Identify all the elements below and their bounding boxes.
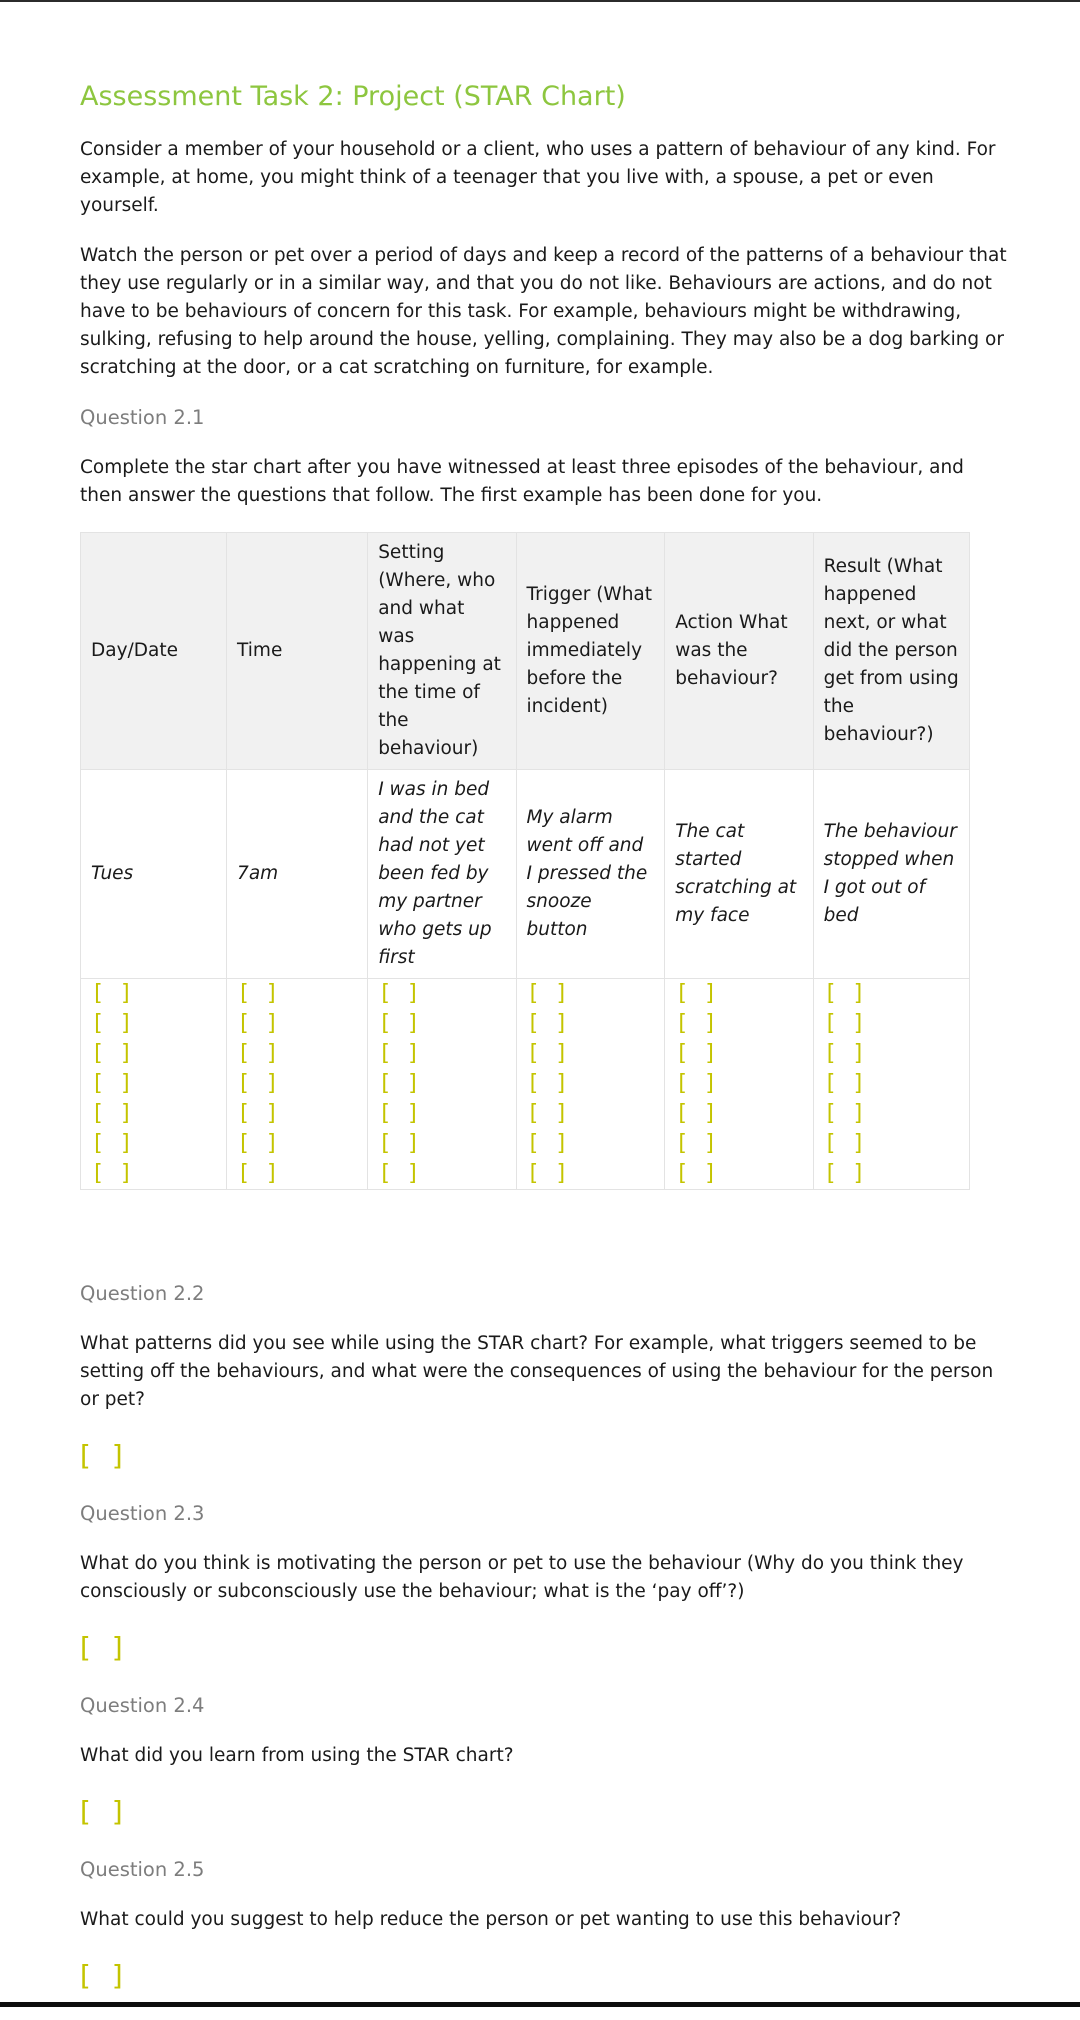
setting-field-2[interactable]: [ ] xyxy=(378,1011,421,1036)
trigger-field-7[interactable]: [ ] xyxy=(526,1161,570,1186)
result-field-7[interactable]: [ ] xyxy=(823,1161,867,1186)
action-field-7[interactable]: [ ] xyxy=(675,1161,718,1186)
header-action: Action What was the behaviour? xyxy=(665,533,813,770)
day-date-field-6[interactable]: [ ] xyxy=(91,1131,134,1156)
setting-entry-cell xyxy=(368,979,516,1190)
question-2-1-heading: Question 2.1 xyxy=(80,406,205,429)
header-result: Result (What happened next, or what did the person get from using the behaviour?) xyxy=(813,533,969,770)
question-2-2-heading: Question 2.2 xyxy=(80,1282,205,1305)
time-field-3[interactable]: [ ] xyxy=(237,1041,280,1066)
action-field-3[interactable]: [ ] xyxy=(675,1041,718,1066)
example-day-date: Tues xyxy=(81,770,227,979)
result-entry-cell xyxy=(813,979,969,1190)
header-trigger: Trigger (What happened immediately before the incident) xyxy=(516,533,665,770)
question-2-4-heading: Question 2.4 xyxy=(80,1694,205,1717)
setting-field-4[interactable]: [ ] xyxy=(378,1071,421,1096)
question-2-3-heading: Question 2.3 xyxy=(80,1502,205,1525)
setting-field-5[interactable]: [ ] xyxy=(378,1101,421,1126)
action-field-5[interactable]: [ ] xyxy=(675,1101,718,1126)
day-date-field-1[interactable]: [ ] xyxy=(91,981,134,1006)
example-action: The cat started scratching at my face xyxy=(665,770,813,979)
question-2-4-answer-field[interactable]: [ ] xyxy=(76,1795,127,1828)
intro-paragraph-1: Consider a member of your household or a client, who uses a pattern of behaviour of any kind. For example, at home, you might think of a teenager that you live with, a spouse, a pet or even yourself. xyxy=(80,139,996,216)
result-field-4[interactable]: [ ] xyxy=(823,1071,867,1096)
bottom-rule xyxy=(0,2002,1080,2007)
question-2-3-text: What do you think is motivating the person or pet to use the behaviour (Why do you think they consciously or subconsciously use the behaviour; what is the ‘pay off’?) xyxy=(80,1553,964,1602)
question-2-1-text: Complete the star chart after you have witnessed at least three episodes of the behaviour, and then answer the questions that follow. The first example has been done for you. xyxy=(80,457,964,506)
time-field-2[interactable]: [ ] xyxy=(237,1011,280,1036)
day-date-field-3[interactable]: [ ] xyxy=(91,1041,134,1066)
trigger-field-5[interactable]: [ ] xyxy=(526,1101,570,1126)
question-2-5-heading: Question 2.5 xyxy=(80,1858,205,1881)
day-date-field-2[interactable]: [ ] xyxy=(91,1011,134,1036)
question-2-5-answer-field[interactable]: [ ] xyxy=(76,1959,127,1992)
time-field-4[interactable]: [ ] xyxy=(237,1071,280,1096)
time-field-1[interactable]: [ ] xyxy=(237,981,280,1006)
action-entry-cell xyxy=(665,979,813,1190)
result-field-3[interactable]: [ ] xyxy=(823,1041,867,1066)
document-title: Assessment Task 2: Project (STAR Chart) xyxy=(80,81,626,112)
action-field-1[interactable]: [ ] xyxy=(675,981,718,1006)
question-2-5-text: What could you suggest to help reduce the person or pet wanting to use this behaviour? xyxy=(80,1909,902,1930)
example-trigger: My alarm went off and I pressed the snooze button xyxy=(516,770,665,979)
trigger-field-6[interactable]: [ ] xyxy=(526,1131,570,1156)
action-field-2[interactable]: [ ] xyxy=(675,1011,718,1036)
setting-field-6[interactable]: [ ] xyxy=(378,1131,421,1156)
star-chart-table xyxy=(80,532,970,1190)
result-field-2[interactable]: [ ] xyxy=(823,1011,867,1036)
top-rule xyxy=(0,0,1080,2)
result-field-6[interactable]: [ ] xyxy=(823,1131,867,1156)
time-field-6[interactable]: [ ] xyxy=(237,1131,280,1156)
example-result: The behaviour stopped when I got out of bed xyxy=(813,770,969,979)
example-row xyxy=(81,770,970,979)
setting-field-1[interactable]: [ ] xyxy=(378,981,421,1006)
example-setting: I was in bed and the cat had not yet been fed by my partner who gets up first xyxy=(368,770,516,979)
day-date-field-4[interactable]: [ ] xyxy=(91,1071,134,1096)
trigger-field-4[interactable]: [ ] xyxy=(526,1071,570,1096)
day-date-field-7[interactable]: [ ] xyxy=(91,1161,134,1186)
intro-paragraph-2: Watch the person or pet over a period of days and keep a record of the patterns of a behaviour that they use regularly or in a similar way, and that you do not like. Behaviours are actions, and do not have to be behaviours of concern for this task. For example, behaviours might be withdrawing, sulking, refusing to help around the house, yelling, complaining. They may also be a dog barking or scratching at the door, or a cat scratching on furniture, for example. xyxy=(80,245,1007,378)
result-field-5[interactable]: [ ] xyxy=(823,1101,867,1126)
day-date-entry-cell xyxy=(81,979,227,1190)
document-page xyxy=(76,78,1010,2020)
action-field-6[interactable]: [ ] xyxy=(675,1131,718,1156)
time-field-7[interactable]: [ ] xyxy=(237,1161,280,1186)
trigger-field-3[interactable]: [ ] xyxy=(526,1041,570,1066)
day-date-field-5[interactable]: [ ] xyxy=(91,1101,134,1126)
question-2-2-text: What patterns did you see while using the STAR chart? For example, what triggers seemed to be setting off the behaviours, and what were the consequences of using the behaviour for the person or pet? xyxy=(80,1333,994,1410)
header-time: Time xyxy=(227,533,368,770)
question-2-3-answer-field[interactable]: [ ] xyxy=(76,1631,127,1664)
result-field-1[interactable]: [ ] xyxy=(823,981,867,1006)
setting-field-3[interactable]: [ ] xyxy=(378,1041,421,1066)
star-chart-header-row xyxy=(81,533,970,770)
time-field-5[interactable]: [ ] xyxy=(237,1101,280,1126)
question-2-4-text: What did you learn from using the STAR chart? xyxy=(80,1745,514,1766)
setting-field-7[interactable]: [ ] xyxy=(378,1161,421,1186)
question-2-2-answer-field[interactable]: [ ] xyxy=(76,1439,127,1472)
trigger-field-1[interactable]: [ ] xyxy=(526,981,570,1006)
trigger-field-2[interactable]: [ ] xyxy=(526,1011,570,1036)
time-entry-cell xyxy=(227,979,368,1190)
trigger-entry-cell xyxy=(516,979,665,1190)
action-field-4[interactable]: [ ] xyxy=(675,1071,718,1096)
blank-entry-row xyxy=(81,979,970,1190)
example-time: 7am xyxy=(227,770,368,979)
header-day-date: Day/Date xyxy=(81,533,227,770)
header-setting: Setting (Where, who and what was happening at the time of the behaviour) xyxy=(368,533,516,770)
